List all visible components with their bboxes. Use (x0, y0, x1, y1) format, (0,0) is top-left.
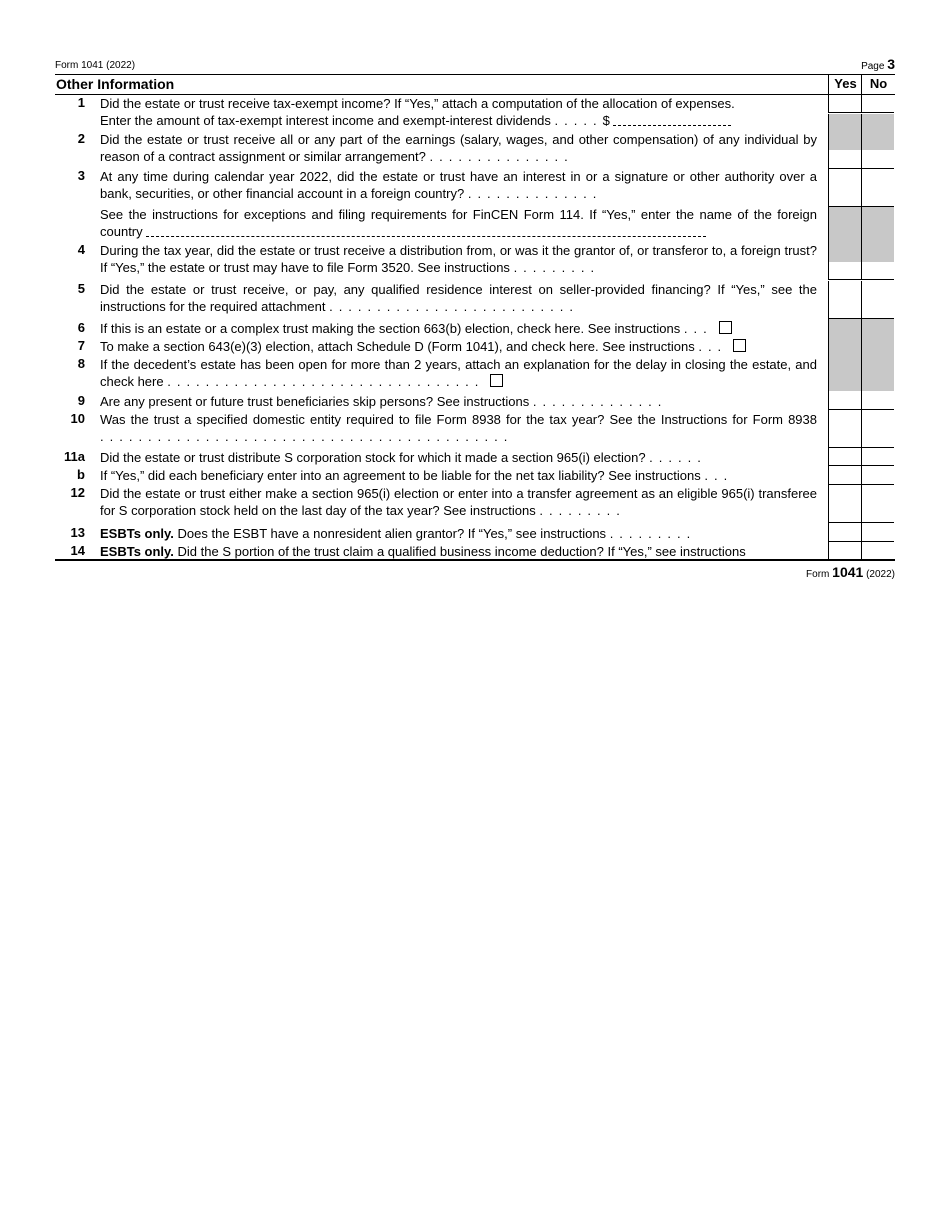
q14-text: ESBTs only. Did the S portion of the trust claim a qualified business income deduction? If “Yes,” see instructions (100, 544, 746, 559)
q13-no-cell[interactable] (861, 523, 894, 542)
q9-number: 9 (77, 393, 85, 408)
q3-yes-cell[interactable] (828, 169, 861, 207)
section-title: Other Information (56, 76, 175, 92)
q3-country-field[interactable] (146, 224, 706, 237)
form-page (55, 56, 895, 559)
q12-number: 12 (70, 485, 85, 500)
q7-number: 7 (77, 338, 85, 353)
q11a-text: Did the estate or trust distribute S corporation stock for which it made a section 965(i) election? ...... (100, 450, 707, 465)
q3-no-shade (861, 207, 894, 262)
q11b-no-cell[interactable] (861, 466, 894, 485)
q10-number: 10 (70, 411, 85, 426)
q3-text: At any time during calendar year 2022, did the estate or trust have an interest in or a signature or other authority over a bank, securities, or other financial account in a foreign country? .............. (100, 169, 817, 201)
q9-text: Are any present or future trust beneficiaries skip persons? See instructions .............. (100, 394, 668, 409)
page-header (55, 56, 895, 74)
q1-no-cell[interactable] (861, 95, 894, 113)
q11b-yes-cell[interactable] (828, 466, 861, 485)
q8-number: 8 (77, 356, 85, 371)
form-label: Form 1041 (2022) (55, 60, 136, 71)
q9-no-cell[interactable] (861, 391, 894, 410)
no-column-header: No (861, 75, 895, 94)
q10-no-cell[interactable] (861, 410, 894, 448)
page-footer: Form 1041 (2022) (55, 559, 895, 580)
q7-text: To make a section 643(e)(3) election, attach Schedule D (Form 1041), and check here. See instructions ... (100, 338, 817, 355)
q13-number: 13 (70, 525, 85, 540)
page-number: Page 3 (861, 56, 895, 72)
q1-yes-shade (828, 114, 861, 150)
q1-text: Did the estate or trust receive tax-exempt income? If “Yes,” attach a computation of the allocation of expenses. Enter the amount of tax-exempt interest income and exempt-interest dividends .....$ (100, 96, 735, 128)
q12-yes-cell[interactable] (828, 485, 861, 523)
q4-number: 4 (77, 242, 85, 257)
q6-8-no-shade (861, 319, 894, 391)
q11a-yes-cell[interactable] (828, 448, 861, 466)
q10-text: Was the trust a specified domestic entity required to file Form 8938 for the tax year? See the Instructions for Form 8938 ........................................... (100, 412, 817, 444)
q11a-number: 11a (64, 449, 85, 464)
q14-yes-cell[interactable] (828, 542, 861, 560)
q3-number: 3 (77, 168, 85, 183)
q4-no-cell[interactable] (861, 262, 894, 280)
q4-yes-cell[interactable] (828, 262, 861, 280)
q8-text: If the decedent’s estate has been open for more than 2 years, attach an explanation for the delay in closing the estate, and check here ................................. (100, 357, 817, 389)
q2-no-cell[interactable] (861, 150, 894, 169)
q14-number: 14 (70, 543, 85, 558)
q6-text: If this is an estate or a complex trust making the section 663(b) election, check here. See instructions ... (100, 320, 817, 337)
section-header (55, 74, 895, 95)
q1-amount-field[interactable] (613, 113, 731, 126)
q7-checkbox[interactable] (733, 339, 746, 352)
q4-text: During the tax year, did the estate or trust receive a distribution from, or was it the grantor of, or transferor to, a foreign trust? If “Yes,” the estate or trust may have to file Form 3520. See instructions ......... (100, 243, 817, 275)
q1-no-shade (861, 114, 894, 150)
q3-no-cell[interactable] (861, 169, 894, 207)
q2-number: 2 (77, 131, 85, 146)
yes-column-header: Yes (828, 75, 862, 94)
q1-number: 1 (77, 95, 85, 110)
q5-yes-cell[interactable] (828, 281, 861, 319)
q9-yes-cell[interactable] (828, 391, 861, 410)
q6-number: 6 (77, 320, 85, 335)
q12-text: Did the estate or trust either make a section 965(i) election or enter into a transfer agreement as an eligible 965(i) transferee for S corporation stock held on the last day of the tax year? See instructions ......... (100, 486, 817, 518)
q14-no-cell[interactable] (861, 542, 894, 560)
q6-checkbox[interactable] (719, 321, 732, 334)
q11a-no-cell[interactable] (861, 448, 894, 466)
q5-number: 5 (77, 281, 85, 296)
q5-no-cell[interactable] (861, 281, 894, 319)
q3-yes-shade (828, 207, 861, 262)
q5-text: Did the estate or trust receive, or pay, any qualified residence interest on seller-provided financing? If “Yes,” see the instructions for the required attachment .......................... (100, 282, 817, 314)
q11b-number: b (77, 467, 85, 482)
q10-yes-cell[interactable] (828, 410, 861, 448)
q12-no-cell[interactable] (861, 485, 894, 523)
q1-yes-cell[interactable] (828, 95, 861, 113)
q11b-text: If “Yes,” did each beneficiary enter into an agreement to be liable for the net tax liability? See instructions ... (100, 468, 734, 483)
q2-text: Did the estate or trust receive all or any part of the earnings (salary, wages, and other compensation) of any individual by reason of a contract assignment or similar arrangement? ............... (100, 132, 817, 164)
questions-area (55, 95, 895, 559)
q13-yes-cell[interactable] (828, 523, 861, 542)
q3-sub-text: See the instructions for exceptions and filing requirements for FinCEN Form 114. If “Yes,” enter the name of the foreign country (100, 207, 817, 239)
q13-text: ESBTs only. Does the ESBT have a nonresident alien grantor? If “Yes,” see instructions ......... (100, 526, 697, 541)
q8-checkbox[interactable] (490, 374, 503, 387)
q6-8-yes-shade (828, 319, 861, 391)
q2-yes-cell[interactable] (828, 150, 861, 169)
